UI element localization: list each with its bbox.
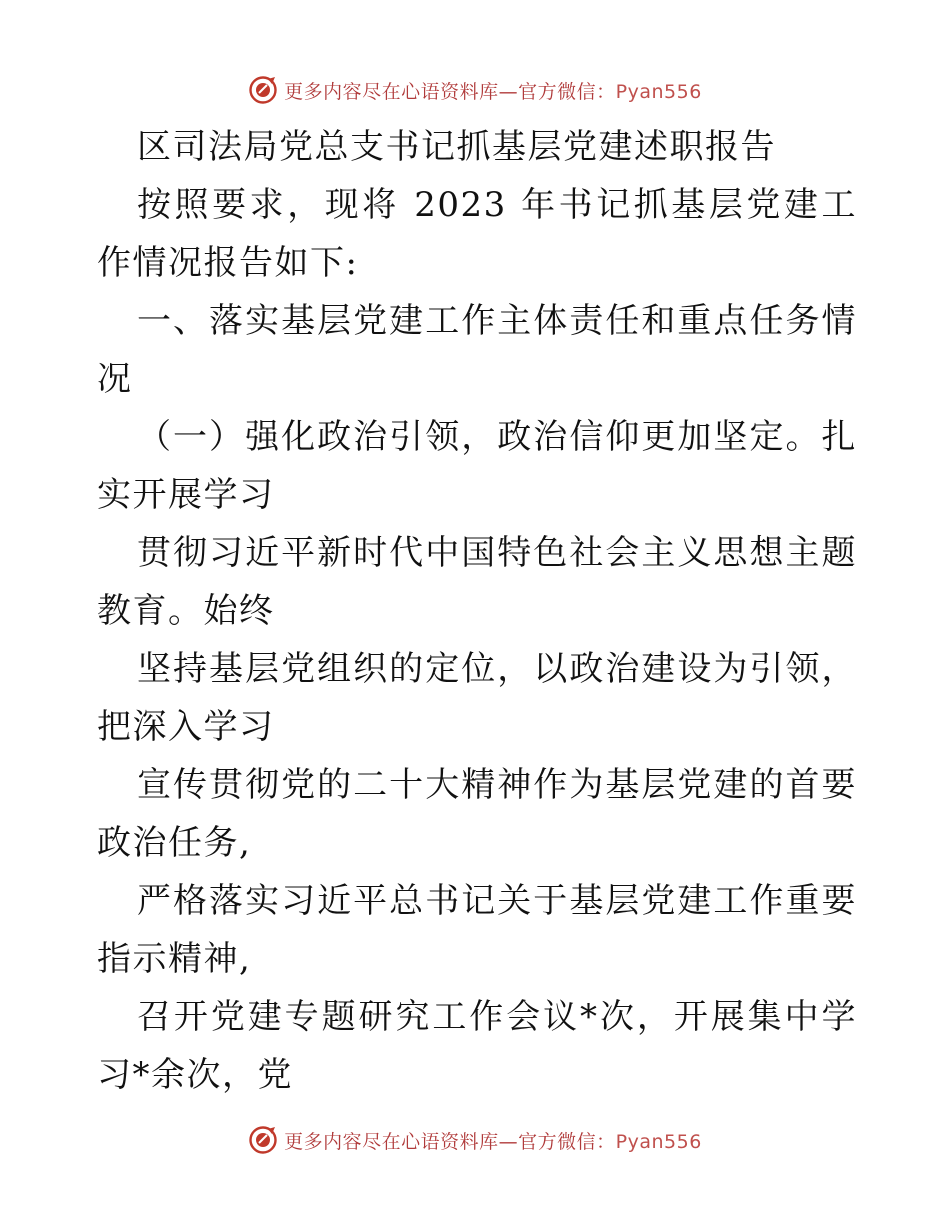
paragraph: （一）强化政治引领，政治信仰更加坚定。扎实开展学习 [97, 417, 857, 515]
document-body [97, 118, 857, 1104]
watermark-id: Pyan556 [615, 80, 702, 103]
document-title: 区司法局党总支书记抓基层党建述职报告 [137, 127, 776, 167]
watermark-text: 更多内容尽在心语资料库—官方微信： [284, 80, 616, 103]
pen-logo-icon [248, 1125, 278, 1155]
watermark-text: 更多内容尽在心语资料库—官方微信： [284, 1130, 616, 1153]
paragraph: 宣传贯彻党的二十大精神作为基层党建的首要政治任务, [97, 765, 857, 863]
paragraph: 召开党建专题研究工作会议*次，开展集中学习*余次，党 [97, 997, 857, 1095]
watermark-id: Pyan556 [615, 1130, 702, 1153]
footer-watermark [0, 1122, 950, 1158]
section-heading: 一、落实基层党建工作主体责任和重点任务情况 [97, 301, 857, 399]
paragraph: 坚持基层党组织的定位，以政治建设为引领，把深入学习 [97, 649, 857, 747]
pen-logo-icon [248, 75, 278, 105]
paragraph: 按照要求，现将 2023 年书记抓基层党建工作情况报告如下: [97, 185, 857, 283]
paragraph: 严格落实习近平总书记关于基层党建工作重要指示精神, [97, 881, 857, 979]
header-watermark [0, 72, 950, 108]
paragraph: 贯彻习近平新时代中国特色社会主义思想主题教育。始终 [97, 533, 857, 631]
